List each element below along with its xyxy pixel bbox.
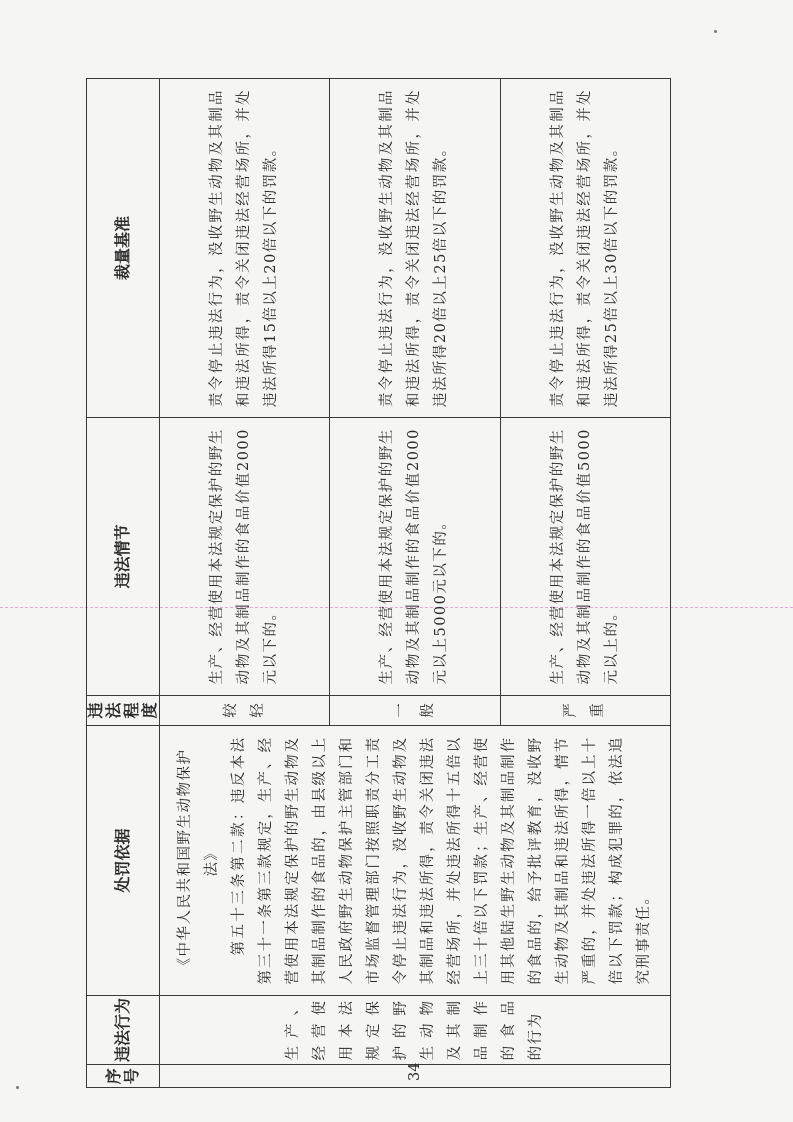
header-standard: 裁量基准 [87, 79, 160, 418]
degree-cell: 较轻 [160, 695, 330, 726]
header-basis: 处罚依据 [87, 726, 160, 995]
standard-cell: 责令停止违法行为，没收野生动物及其制品和违法所得，责令关闭违法经营场所，并处违法所得15倍以上20倍以下的罚款。 [160, 79, 330, 418]
violation-act: 生产、经营使用本法规定保护的野生动物及其制品制作的食品的行为 [160, 995, 671, 1065]
circumstance-cell: 生产、经营使用本法规定保护的野生动物及其制品制作的食品价值5000元以上的。 [500, 418, 670, 695]
rotated-page [86, 78, 662, 1088]
table-row [160, 79, 330, 1088]
scan-speck [714, 30, 717, 33]
header-no: 序号 [87, 1065, 160, 1088]
law-title: 《中华人民共和国野生动物保护法》 [177, 748, 220, 973]
header-circumstance: 违法情节 [87, 418, 160, 695]
header-degree: 违法程度 [87, 695, 160, 726]
law-text: 第五十三条第二款：违反本法第三十一条第三款规定，生产、经营使用本法规定保护的野生动物及其制品制作的食品的，由县级以上人民政府野生动物保护主管部门和市场监督管理部门按照职责分工责令停止违法行为，没收野生动物及其制品和违法所得，责令关闭违法经营场所，并处违法所得十五倍以上三十倍以下罚款；生产、经营使用其他陆生野生动物及其制品制作的食品的，给予批评教育，没收野生动物及其制品和违法所得，情节严重的，并处违法所得一倍以上十倍以下罚款；构成犯罪的，依法追究刑事责任。 [231, 736, 652, 985]
circumstance-cell: 生产、经营使用本法规定保护的野生动物及其制品制作的食品价值2000元以下的。 [160, 418, 330, 695]
penalty-basis [160, 726, 671, 995]
scan-speck [16, 1086, 19, 1089]
penalty-discretion-table [86, 78, 671, 1088]
circumstance-cell: 生产、经营使用本法规定保护的野生动物及其制品制作的食品价值2000元以上5000元以下的。 [330, 418, 500, 695]
header-act: 违法行为 [87, 995, 160, 1065]
degree-cell: 一般 [330, 695, 500, 726]
standard-cell: 责令停止违法行为，没收野生动物及其制品和违法所得，责令关闭违法经营场所，并处违法所得20倍以上25倍以下的罚款。 [330, 79, 500, 418]
standard-cell: 责令停止违法行为，没收野生动物及其制品和违法所得，责令关闭违法经营场所，并处违法所得25倍以上30倍以下的罚款。 [500, 79, 670, 418]
row-number: 34 [160, 1065, 671, 1088]
header-row [87, 79, 160, 1088]
degree-cell: 严重 [500, 695, 670, 726]
